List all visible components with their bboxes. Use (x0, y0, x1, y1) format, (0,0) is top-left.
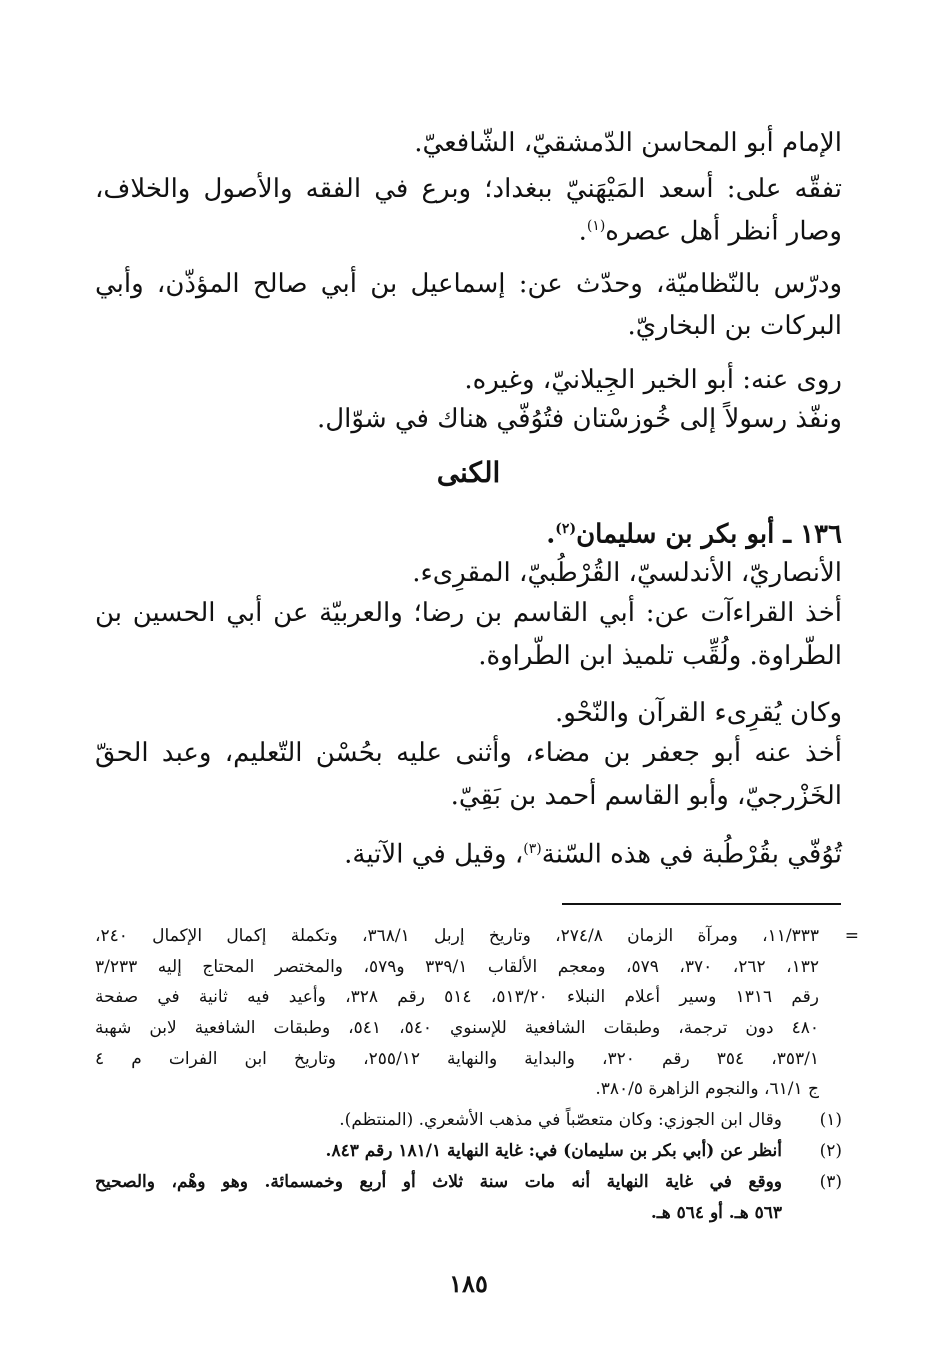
body-line: وكان يُقرِىء القرآن والنّحْو. (554, 698, 842, 728)
footnote-ref: (٣) (523, 841, 542, 857)
body-line (579, 210, 842, 248)
footnote-number: (٣) (819, 1172, 842, 1192)
body-line: البركات بن البخاريّ. (627, 311, 842, 341)
body-line: تفقّه على: أسعد المَيْهَنيّ ببغداد؛ وبرع في الفقه والأصول والخلاف، (95, 174, 842, 204)
footnote-3-continuation: ٥٦٣ هـ. أو ٥٦٤ هـ. (650, 1203, 782, 1223)
footnote-2 (95, 1139, 842, 1163)
footnote-continuation-line: ١٣٢، ٢٦٢، ٣٧٠، ٥٧٩، ومعجم الألقاب ٣٣٩/١ و٥٧٩، والمختصر المحتاج إليه ٣/٢٣٣ (95, 957, 820, 977)
section-title: الكنى (436, 456, 501, 489)
body-line: ونفّذ رسولاً إلى خُوزسْتان فتُوُفّي هناك في شوّال. (317, 404, 842, 434)
footnote-continuation-line: ١١/٣٣٣، ومرآة الزمان ٢٧٤/٨، وتاريخ إربل ٣٦٨/١، وتكملة إكمال الإكمال ٢٤٠، (95, 926, 819, 946)
footnote-continuation-line: رقم ١٣١٦ وسير أعلام النبلاء ٥١٣/٢٠، ٥١٤ رقم ٣٢٨، وأعيد فيه ثانية في صفحة (95, 987, 820, 1007)
footnote-continuation-line: ج ٦١/١، والنجوم الزاهرة ٣٨٠/٥. (595, 1079, 819, 1099)
entry-title-end: . (546, 519, 556, 550)
footnote-continuation-line: ٣٥٣/١، ٣٥٤ رقم ٣٢٠، والبداية والنهاية ٢٥٥/١٢، وتاريخ ابن الفرات م ٤ (95, 1049, 820, 1069)
entry-title: ١٣٦ ـ أبو بكر بن سليمان (576, 519, 842, 550)
body-line: الخَزْرجيّ، وأبو القاسم أحمد بن بَقِيّ. (450, 781, 842, 811)
footnote-text: وقال ابن الجوزي: وكان متعصّباً في مذهب الأشعري. (المنتظم). (339, 1110, 782, 1130)
footnote-continuation-line: ٤٨٠ دون ترجمة، وطبقات الشافعية للإسنوي ٥٤٠، ٥٤١، وطبقات الشافعية لابن شهبة (95, 1018, 819, 1038)
body-text: وصار أنظر أهل عصره (605, 216, 842, 247)
footnote-number: (١) (819, 1110, 842, 1130)
entry-heading (546, 513, 842, 551)
footnote-text: أنظر عن (أبي بكر بن سليمان) في: غاية النهاية ١٨١/١ رقم ٨٤٣. (325, 1141, 782, 1161)
footnote-text: ووقع في غاية النهاية أنه مات سنة ثلاث أو أربع وخمسمائة. وهو وهْم، والصحيح (95, 1172, 782, 1192)
body-line (344, 833, 842, 871)
body-line: روى عنه: أبو الخير الجِيلانيّ، وغيره. (464, 365, 842, 395)
body-line: الإمام أبو المحاسن الدّمشقيّ، الشّافعيّ. (414, 128, 842, 158)
body-line: الأنصاريّ، الأندلسيّ، القُرْطُبيّ، المقرِىء. (412, 558, 842, 588)
body-line: ودرّس بالنّظاميّة، وحدّث عن: إسماعيل بن أبي صالح المؤذّن، وأبي (95, 269, 842, 299)
footnote-number: (٢) (819, 1141, 842, 1161)
body-text: ، وقيل في الآتية. (344, 839, 524, 870)
footnote-separator (562, 903, 841, 905)
footnote-ref: (١) (586, 218, 606, 234)
footnote-ref: (٢) (555, 521, 577, 537)
continuation-mark: = (844, 926, 859, 946)
body-text: . (578, 216, 587, 247)
footnote-1 (95, 1108, 842, 1132)
body-line: أخذ القراءآت عن: أبي القاسم بن رضا؛ والعربيّة عن أبي الحسين بن (95, 598, 842, 628)
body-line: الطّراوة. ولُقِّب تلميذ ابن الطّراوة. (478, 641, 842, 671)
page-number: ١٨٥ (449, 1269, 488, 1298)
footnote-3 (95, 1170, 842, 1194)
body-line: أخذ عنه أبو جعفر بن مضاء، وأثنى عليه بحُسْن التّعليم، وعبد الحقّ (95, 738, 842, 768)
body-text: تُوُفّي بقُرْطُبة في هذه السّنة (541, 839, 842, 870)
